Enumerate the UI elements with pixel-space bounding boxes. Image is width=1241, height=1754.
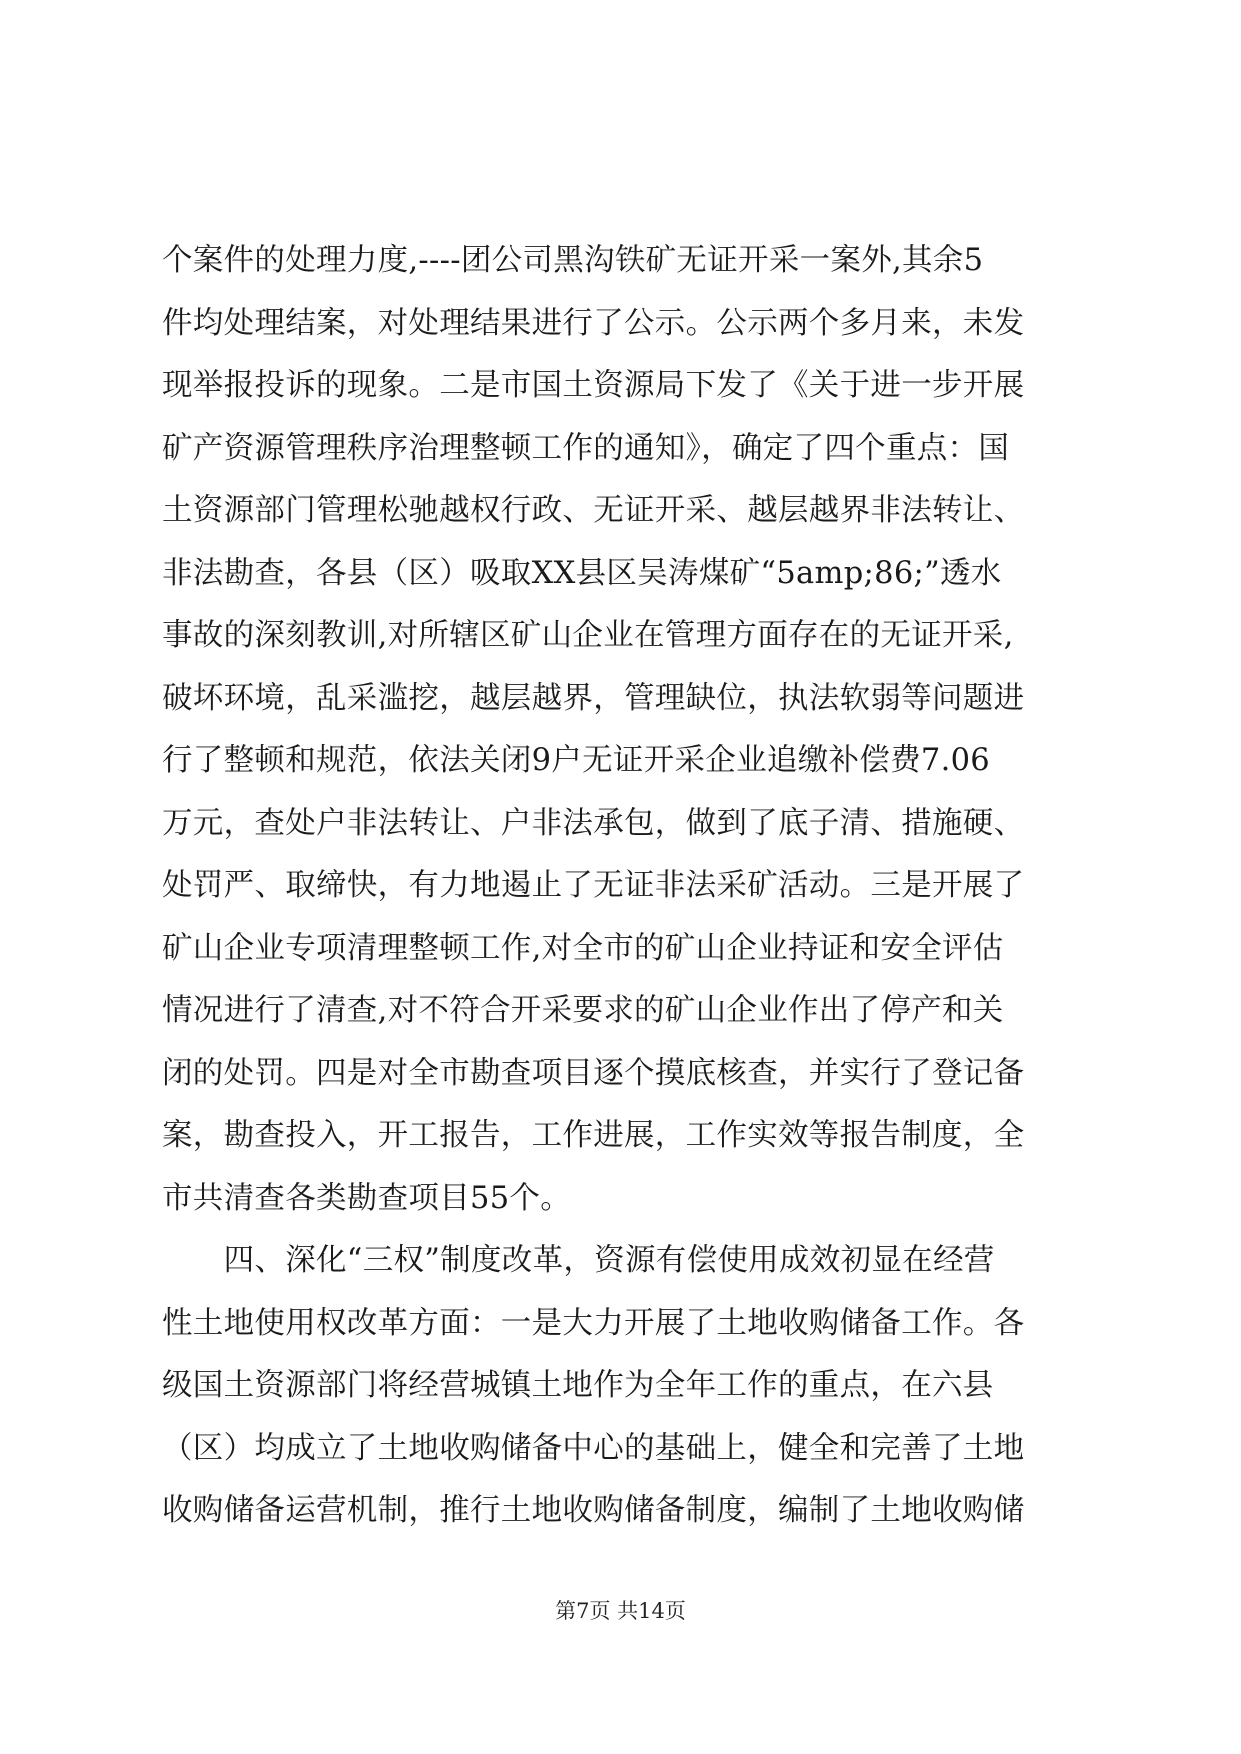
text-line: 事故的深刻教训,对所辖区矿山企业在管理方面存在的无证开采, xyxy=(162,618,1014,653)
text-line: 个案件的处理力度,----团公司黑沟铁矿无证开采一案外,其余5 xyxy=(162,243,984,278)
text-line: 矿产资源管理秩序治理整顿工作的通知》，确定了四个重点：国 xyxy=(162,430,1010,466)
page-number-label: 第7页 共14页 xyxy=(555,1599,686,1623)
text-line: 情况进行了清查,对不符合开采要求的矿山企业作出了停产和关 xyxy=(162,993,1004,1028)
body-text xyxy=(162,230,1092,1543)
page-footer xyxy=(0,1596,1241,1626)
text-line: 收购储备运营机制，推行土地收购储备制度，编制了土地收购储 xyxy=(162,1493,1025,1528)
text-line: （区）均成立了土地收购储备中心的基础上，健全和完善了土地 xyxy=(162,1430,1025,1466)
text-line: 万元，查处户非法转让、户非法承包，做到了底子清、措施硬、 xyxy=(162,805,1025,841)
text-line: 级国土资源部门将经营城镇土地作为全年工作的重点，在六县 xyxy=(162,1368,994,1403)
text-line: 现举报投诉的现象。二是市国土资源局下发了《关于进一步开展 xyxy=(162,368,1025,403)
text-line: 处罚严、取缔快，有力地遏止了无证非法采矿活动。三是开展了 xyxy=(162,868,1025,903)
text-line: 案，勘查投入，开工报告，工作进展，工作实效等报告制度，全 xyxy=(162,1118,1025,1153)
text-line: 行了整顿和规范，依法关闭9户无证开采企业追缴补偿费7.06 xyxy=(162,743,991,778)
text-line: 闭的处罚。四是对全市勘查项目逐个摸底核查，并实行了登记备 xyxy=(162,1055,1025,1091)
text-line: 四、深化“三权”制度改革，资源有偿使用成效初显在经营 xyxy=(162,1243,995,1278)
text-line: 非法勘查，各县（区）吸取XX县区吴涛煤矿“5amp;86;”透水 xyxy=(162,555,1002,591)
text-line: 市共清查各类勘查项目55个。 xyxy=(162,1180,572,1216)
text-line: 破坏环境，乱采滥挖，越层越界，管理缺位，执法软弱等问题进 xyxy=(162,680,1025,716)
text-line: 性土地使用权改革方面：一是大力开展了土地收购储备工作。各 xyxy=(162,1305,1025,1341)
text-line: 土资源部门管理松驰越权行政、无证开采、越层越界非法转让、 xyxy=(162,493,1025,528)
text-line: 件均处理结案，对处理结果进行了公示。公示两个多月来，未发 xyxy=(162,305,1025,341)
text-line: 矿山企业专项清理整顿工作,对全市的矿山企业持证和安全评估 xyxy=(162,930,1004,966)
